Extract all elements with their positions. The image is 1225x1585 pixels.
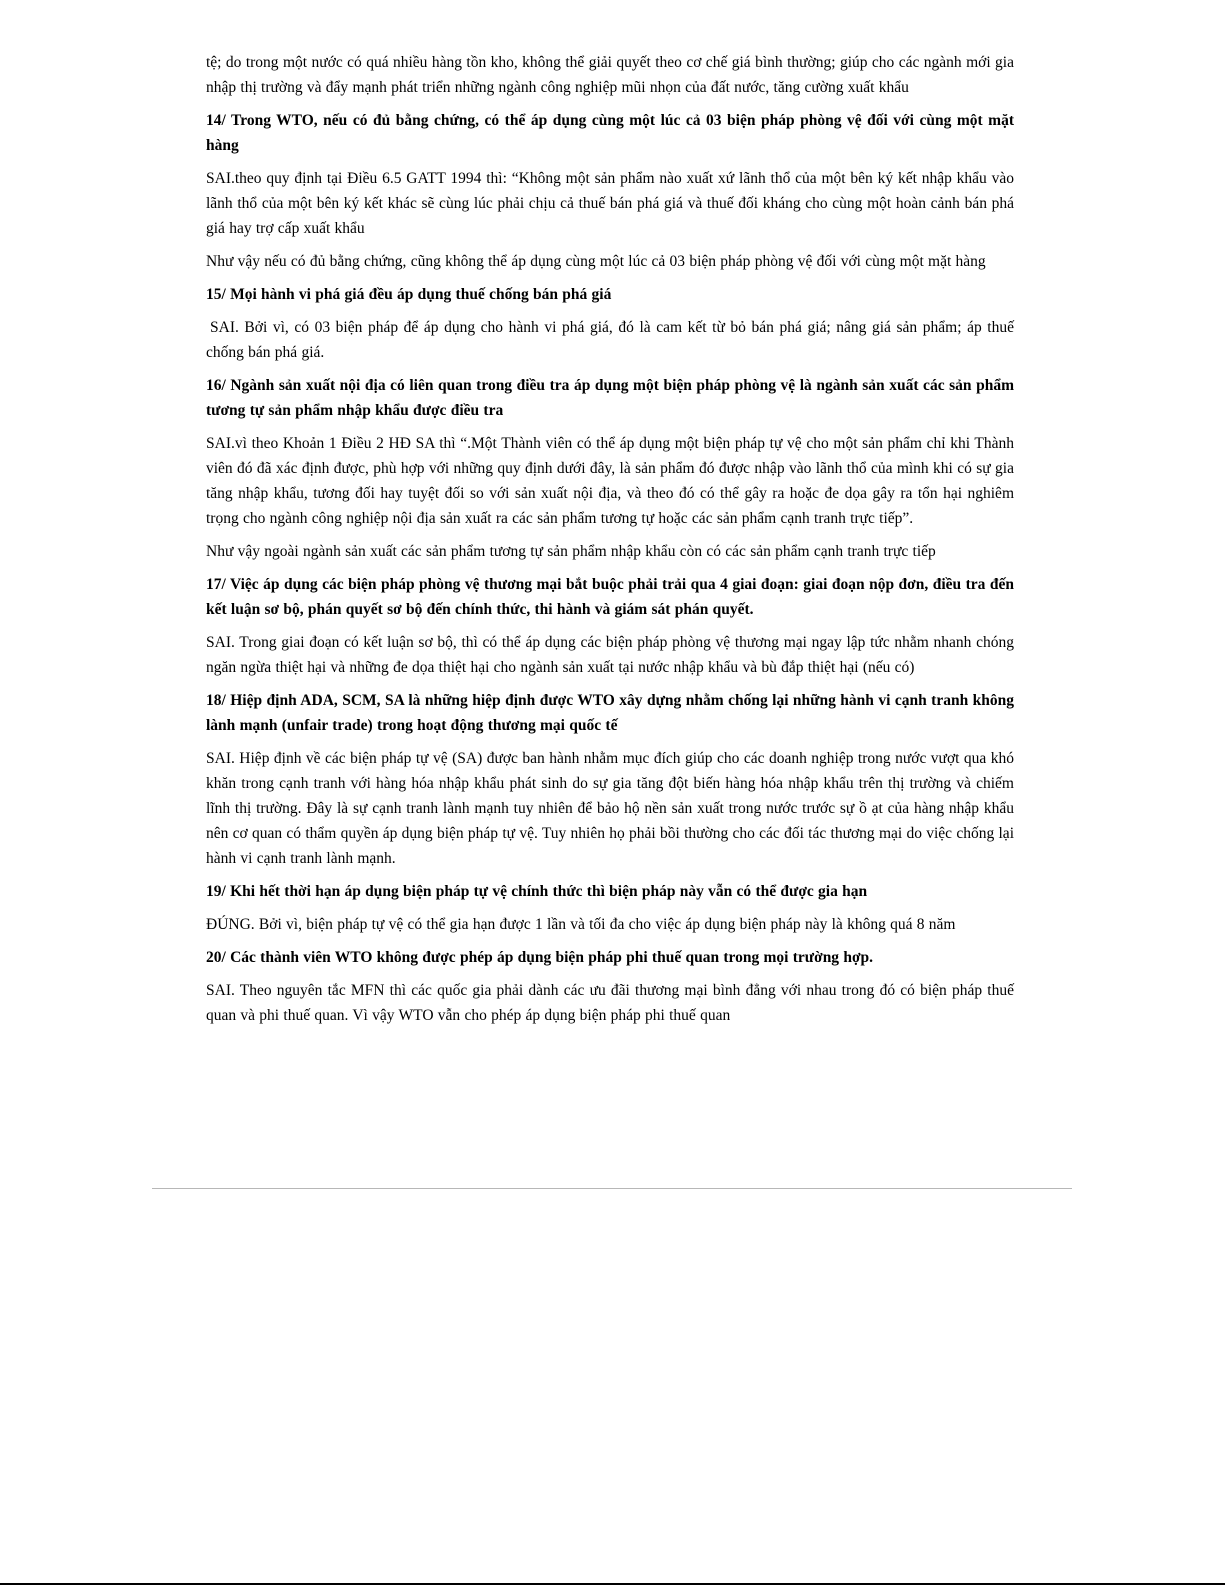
question-17-heading: 17/ Việc áp dụng các biện pháp phòng vệ thương mại bắt buộc phải trải qua 4 giai đoạn: giai đoạn nộp đơn, điều tra đến kết luận sơ bộ, phán quyết sơ bộ đến chính thức, thi hành và giám sát phán quyết.	[206, 576, 1014, 618]
answer-14-conclusion: Như vậy nếu có đủ bằng chứng, cũng không thể áp dụng cùng một lúc cả 03 biện pháp phòng vệ đối với cùng một mặt hàng	[206, 253, 986, 270]
answer-16-paragraph: SAI.vì theo Khoản 1 Điều 2 HĐ SA thì “.Một Thành viên có thể áp dụng một biện pháp tự vệ cho một sản phẩm chỉ khi Thành viên đó đã xác định được, phù hợp với những quy định dưới đây, là sản phẩm đó được nhập vào lãnh thổ của mình khi có sự gia tăng nhập khẩu, tương đối hay tuyệt đối so với sản xuất nội địa, và theo đó có thể gây ra hoặc đe dọa gây ra tổn hại nghiêm trọng cho ngành công nghiệp nội địa sản xuất ra các sản phẩm tương tự hoặc các sản phẩm cạnh tranh trực tiếp”.	[206, 435, 1014, 527]
answer-17-paragraph: SAI. Trong giai đoạn có kết luận sơ bộ, thì có thể áp dụng các biện pháp phòng vệ thương mại ngay lập tức nhằm nhanh chóng ngăn ngừa thiệt hại và những đe dọa thiệt hại cho ngành sản xuất tại nước nhập khẩu và bù đắp thiệt hại (nếu có)	[206, 634, 1014, 676]
answer-19-paragraph: ĐÚNG. Bởi vì, biện pháp tự vệ có thể gia hạn được 1 lần và tối đa cho việc áp dụng biện pháp này là không quá 8 năm	[206, 916, 956, 933]
question-16-heading: 16/ Ngành sản xuất nội địa có liên quan trong điều tra áp dụng một biện pháp phòng vệ là ngành sản xuất các sản phẩm tương tự sản phẩm nhập khẩu được điều tra	[206, 377, 1014, 419]
answer-20-paragraph: SAI. Theo nguyên tắc MFN thì các quốc gia phải dành các ưu đãi thương mại bình đẳng với nhau trong đó có biện pháp thuế quan và phi thuế quan. Vì vậy WTO vẫn cho phép áp dụng biện pháp phi thuế quan	[206, 982, 1014, 1024]
page-divider	[152, 1188, 1072, 1189]
answer-15-paragraph: SAI. Bởi vì, có 03 biện pháp để áp dụng cho hành vi phá giá, đó là cam kết từ bỏ bán phá giá; nâng giá sản phẩm; áp thuế chống bán phá giá.	[206, 319, 1014, 361]
answer-18-paragraph: SAI. Hiệp định về các biện pháp tự vệ (SA) được ban hành nhằm mục đích giúp cho các doanh nghiệp trong nước vượt qua khó khăn trong cạnh tranh với hàng hóa nhập khẩu phát sinh do sự gia tăng đột biến hàng hóa nhập khẩu trên thị trường và chiếm lĩnh thị trường. Đây là sự cạnh tranh lành mạnh tuy nhiên để bảo hộ nền sản xuất trong nước trước sự ồ ạt của hàng nhập khẩu nên cơ quan có thẩm quyền áp dụng biện pháp tự vệ. Tuy nhiên họ phải bồi thường cho các đối tác thương mại do việc chống lại hành vi cạnh tranh lành mạnh.	[206, 750, 1014, 867]
paragraph-continuation: tệ; do trong một nước có quá nhiều hàng tồn kho, không thể giải quyết theo cơ chế giá bình thường; giúp cho các ngành mới gia nhập thị trường và đẩy mạnh phát triển những ngành công nghiệp mũi nhọn của đất nước, tăng cường xuất khẩu	[206, 54, 1014, 96]
question-20-heading: 20/ Các thành viên WTO không được phép áp dụng biện pháp phi thuế quan trong mọi trường hợp.	[206, 949, 874, 966]
question-18-heading: 18/ Hiệp định ADA, SCM, SA là những hiệp định được WTO xây dựng nhằm chống lại những hành vi cạnh tranh không lành mạnh (unfair trade) trong hoạt động thương mại quốc tế	[206, 692, 1014, 734]
question-15-heading: 15/ Mọi hành vi phá giá đều áp dụng thuế chống bán phá giá	[206, 286, 612, 303]
answer-14-paragraph: SAI.theo quy định tại Điều 6.5 GATT 1994 thì: “Không một sản phẩm nào xuất xứ lãnh thổ của một bên ký kết nhập khẩu vào lãnh thổ của một bên ký kết khác sẽ cùng lúc phải chịu cả thuế bán phá giá và thuế đối kháng cho cùng một hoàn cảnh bán phá giá hay trợ cấp xuất khẩu	[206, 170, 1014, 237]
answer-16-conclusion: Như vậy ngoài ngành sản xuất các sản phẩm tương tự sản phẩm nhập khẩu còn có các sản phẩm cạnh tranh trực tiếp	[206, 543, 936, 560]
question-19-heading: 19/ Khi hết thời hạn áp dụng biện pháp tự vệ chính thức thì biện pháp này vẫn có thể được gia hạn	[206, 883, 868, 900]
document-body	[206, 50, 1014, 1036]
question-14-heading: 14/ Trong WTO, nếu có đủ bằng chứng, có thể áp dụng cùng một lúc cả 03 biện pháp phòng vệ đối với cùng một mặt hàng	[206, 112, 1014, 154]
